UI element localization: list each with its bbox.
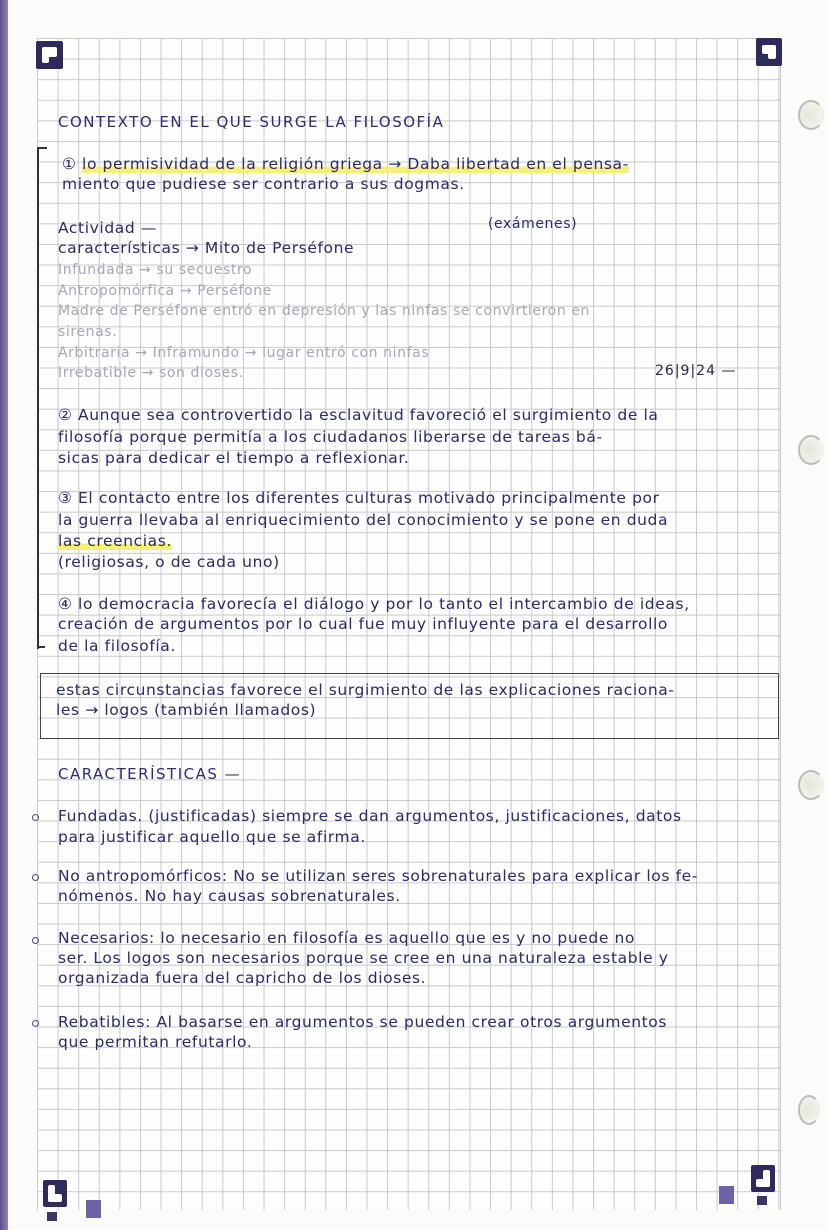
activity-annotation: (exámenes) bbox=[488, 216, 578, 232]
bullet-icon bbox=[32, 937, 39, 944]
characteristic-item: No antropomórficos: No se utilizan seres sobrenaturales para explicar los fe- bbox=[58, 867, 698, 885]
punch-hole-icon bbox=[798, 1095, 820, 1125]
section-bracket-end bbox=[37, 646, 45, 648]
small-square-icon bbox=[47, 1212, 57, 1221]
characteristic-item: Rebatibles: Al basarse en argumentos se pueden crear otros argumentos bbox=[58, 1013, 668, 1031]
corner-marker-icon bbox=[751, 1165, 775, 1192]
activity-faint-line: Infundada → su secuestro bbox=[58, 262, 253, 278]
point-3-line-4: (religiosas, o de cada uno) bbox=[58, 553, 280, 571]
small-square-icon bbox=[719, 1186, 734, 1204]
corner-marker-icon bbox=[756, 38, 782, 66]
summary-line-2: les → logos (también llamados) bbox=[56, 701, 317, 719]
point-2-line-2: filosofía porque permitía a los ciudadanos liberarse de tareas bá- bbox=[58, 428, 603, 446]
date-label: 26|9|24 — bbox=[655, 363, 737, 379]
activity-line-1: características → Mito de Perséfone bbox=[58, 239, 355, 257]
small-square-icon bbox=[757, 1196, 767, 1205]
section-bracket bbox=[37, 147, 47, 649]
point-1-line-1: ① lo permisividad de la religión griega → Daba libertad en el pensa- bbox=[62, 155, 629, 173]
activity-faint-line: Antropomórfica → Perséfone bbox=[58, 283, 272, 299]
corner-marker-icon bbox=[36, 41, 63, 69]
bullet-icon bbox=[32, 814, 39, 821]
point-4-line-3: de la filosofía. bbox=[58, 637, 176, 655]
point-3-line-1: ③ El contacto entre los diferentes culturas motivado principalmente por bbox=[58, 489, 660, 507]
activity-heading: Actividad — bbox=[58, 219, 157, 237]
point-1-line-2: miento que pudiese ser contrario a sus dogmas. bbox=[62, 175, 465, 193]
point-4-line-1: ④ lo democracia favorecía el diálogo y por lo tanto el intercambio de ideas, bbox=[58, 595, 690, 613]
bullet-icon bbox=[32, 874, 39, 881]
characteristic-line: ser. Los logos son necesarios porque se cree en una naturaleza estable y bbox=[58, 949, 669, 967]
punch-hole-icon bbox=[798, 435, 824, 465]
small-square-icon bbox=[86, 1200, 101, 1218]
summary-line-1: estas circunstancias favorece el surgimiento de las explicaciones raciona- bbox=[56, 681, 675, 699]
characteristic-line: nómenos. No hay causas sobrenaturales. bbox=[58, 887, 401, 905]
characteristic-item: Fundadas. (justificadas) siempre se dan argumentos, justificaciones, datos bbox=[58, 807, 682, 825]
characteristic-line: para justificar aquello que se afirma. bbox=[58, 828, 366, 846]
point-3-line-3: las creencias. bbox=[58, 532, 172, 550]
point-3-line-2: la guerra llevaba al enriquecimiento del conocimiento y se pone en duda bbox=[58, 511, 669, 529]
bullet-icon bbox=[32, 1020, 39, 1027]
characteristic-line: organizada fuera del capricho de los dioses. bbox=[58, 969, 427, 987]
point-4-line-2: creación de argumentos por lo cual fue muy influyente para el desarrollo bbox=[58, 615, 668, 633]
punch-hole-icon bbox=[798, 770, 824, 800]
characteristic-item: Necesarios: lo necesario en filosofía es aquello que es y no puede no bbox=[58, 929, 636, 947]
punch-hole-icon bbox=[798, 100, 824, 130]
corner-marker-icon bbox=[43, 1180, 67, 1207]
activity-faint-line: Arbitraria → Inframundo → lugar entró con ninfas bbox=[58, 345, 430, 361]
page-edge-strip bbox=[0, 0, 8, 1230]
characteristic-line: que permitan refutarlo. bbox=[58, 1033, 253, 1051]
activity-faint-line: Irrebatible → son dioses. bbox=[58, 365, 244, 381]
point-2-line-1: ② Aunque sea controvertido la esclavitud favoreció el surgimiento de la bbox=[58, 406, 659, 424]
point-2-line-3: sicas para dedicar el tiempo a reflexionar. bbox=[58, 449, 410, 467]
activity-faint-line: sirenas. bbox=[58, 324, 118, 340]
page-title: CONTEXTO EN EL QUE SURGE LA FILOSOFÍA bbox=[58, 113, 445, 131]
characteristics-heading: CARACTERÍSTICAS — bbox=[58, 765, 242, 783]
activity-faint-line: Madre de Perséfone entró en depresión y las ninfas se convirtieron en bbox=[58, 303, 591, 319]
